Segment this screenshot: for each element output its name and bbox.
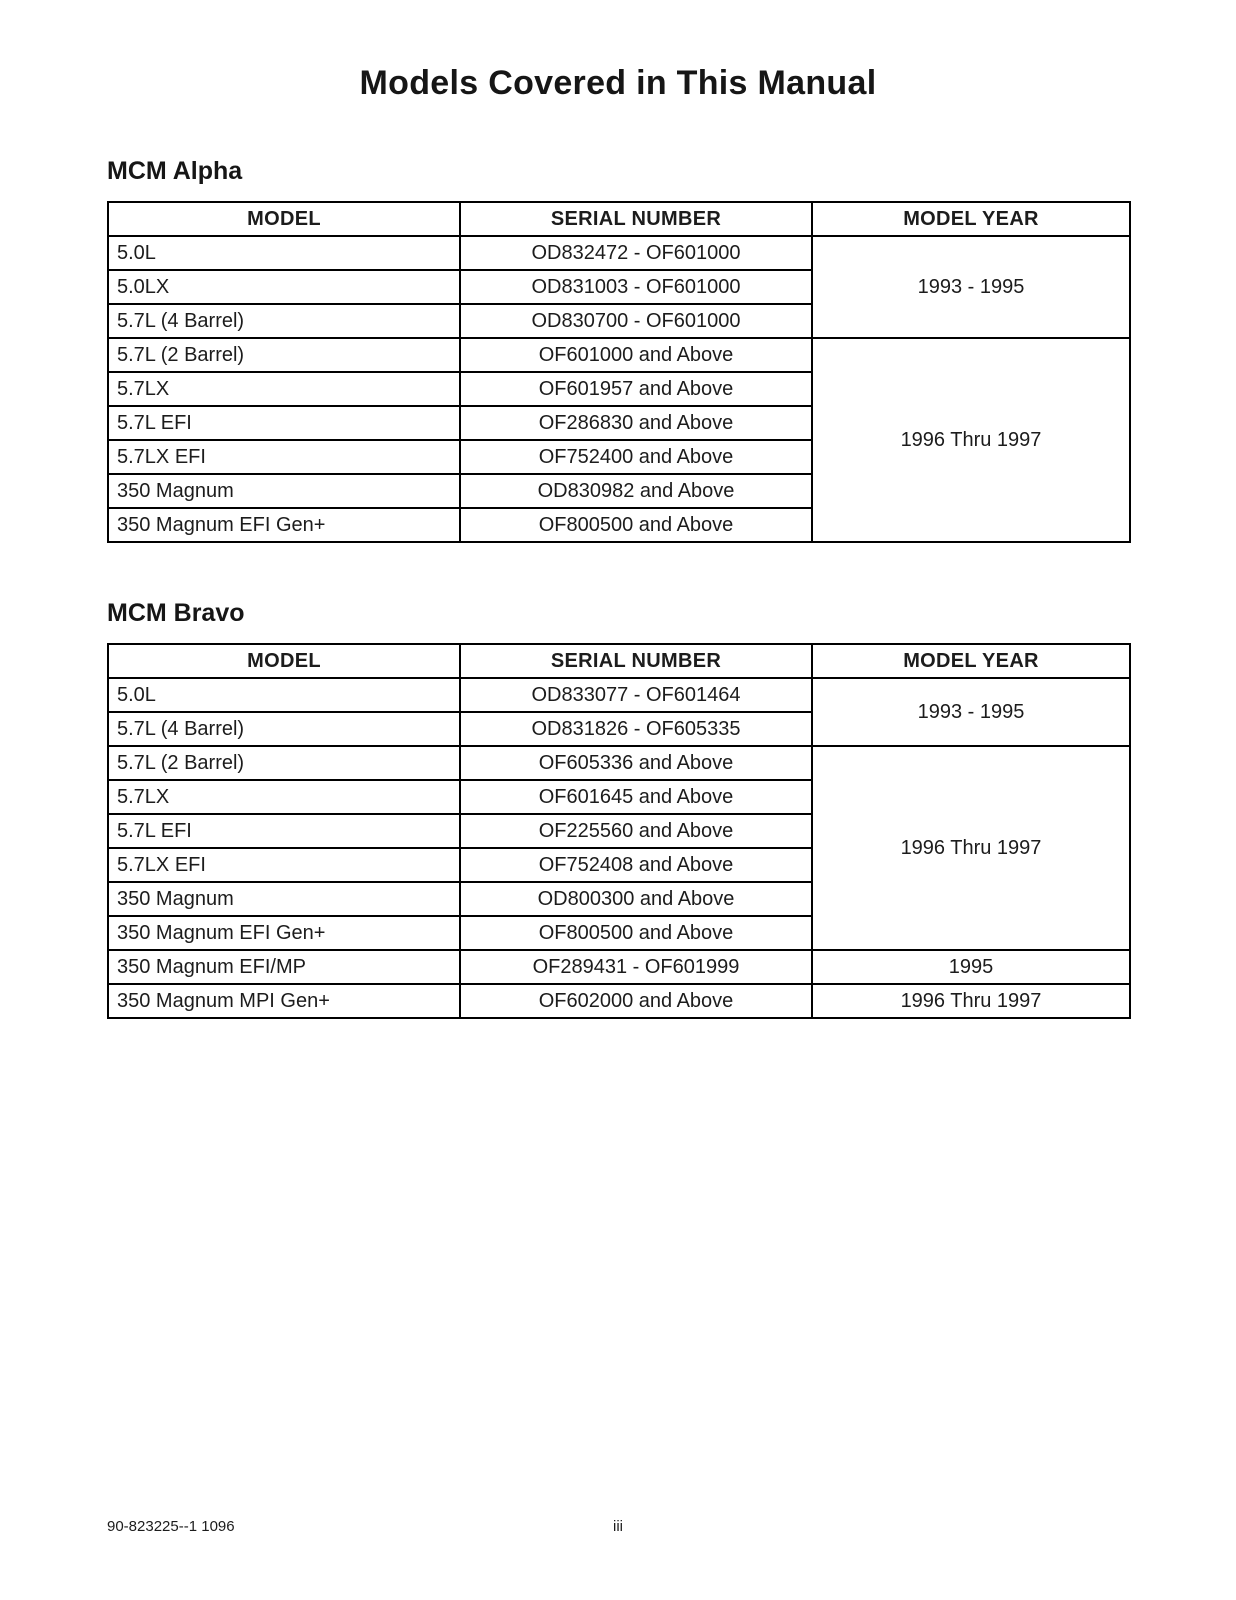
serial-cell: OD830982 and Above	[460, 474, 812, 508]
alpha-column-header-serial: SERIAL NUMBER	[460, 202, 812, 236]
year-group-cell: 1996 Thru 1997	[812, 746, 1130, 950]
year-group-cell: 1996 Thru 1997	[812, 984, 1130, 1018]
model-cell: 5.7L (2 Barrel)	[108, 746, 460, 780]
model-cell: 350 Magnum	[108, 474, 460, 508]
year-group-cell: 1996 Thru 1997	[812, 338, 1130, 542]
section-title-bravo: MCM Bravo	[107, 599, 245, 627]
bravo-column-header-year: MODEL YEAR	[812, 644, 1130, 678]
model-cell: 5.7LX EFI	[108, 440, 460, 474]
model-cell: 5.7L EFI	[108, 406, 460, 440]
serial-cell: OF225560 and Above	[460, 814, 812, 848]
table-row	[108, 678, 1130, 712]
serial-cell: OF601645 and Above	[460, 780, 812, 814]
serial-cell: OF286830 and Above	[460, 406, 812, 440]
model-cell: 5.7LX	[108, 780, 460, 814]
model-cell: 5.0L	[108, 678, 460, 712]
model-cell: 5.7LX	[108, 372, 460, 406]
footer-page-number: iii	[613, 1518, 623, 1535]
serial-cell: OD832472 - OF601000	[460, 236, 812, 270]
table-row	[108, 984, 1130, 1018]
serial-cell: OF605336 and Above	[460, 746, 812, 780]
section-title-alpha: MCM Alpha	[107, 157, 243, 185]
table-row	[108, 950, 1130, 984]
section-mcm-bravo	[107, 599, 1129, 1019]
section-mcm-alpha	[107, 157, 1129, 543]
serial-cell: OF800500 and Above	[460, 508, 812, 542]
alpha-models-table	[107, 201, 1131, 543]
serial-cell: OD831826 - OF605335	[460, 712, 812, 746]
model-cell: 5.7L (4 Barrel)	[108, 712, 460, 746]
bravo-column-header-model: MODEL	[108, 644, 460, 678]
model-cell: 5.7L (4 Barrel)	[108, 304, 460, 338]
model-cell: 350 Magnum EFI Gen+	[108, 916, 460, 950]
bravo-models-table	[107, 643, 1131, 1019]
table-row	[108, 746, 1130, 780]
alpha-column-header-year: MODEL YEAR	[812, 202, 1130, 236]
bravo-column-header-serial: SERIAL NUMBER	[460, 644, 812, 678]
model-cell: 350 Magnum	[108, 882, 460, 916]
serial-cell: OD833077 - OF601464	[460, 678, 812, 712]
serial-cell: OF800500 and Above	[460, 916, 812, 950]
bravo-header-row	[108, 644, 1130, 678]
model-cell: 350 Magnum MPI Gen+	[108, 984, 460, 1018]
serial-cell: OF752408 and Above	[460, 848, 812, 882]
serial-cell: OD800300 and Above	[460, 882, 812, 916]
footer-part-number: 90-823225--1 1096	[107, 1518, 235, 1535]
model-cell: 5.0L	[108, 236, 460, 270]
serial-cell: OF601957 and Above	[460, 372, 812, 406]
table-row	[108, 236, 1130, 270]
page-title: Models Covered in This Manual	[359, 64, 877, 102]
model-cell: 5.7LX EFI	[108, 848, 460, 882]
serial-cell: OF289431 - OF601999	[460, 950, 812, 984]
model-cell: 5.7L (2 Barrel)	[108, 338, 460, 372]
serial-cell: OF602000 and Above	[460, 984, 812, 1018]
model-cell: 5.7L EFI	[108, 814, 460, 848]
model-cell: 350 Magnum EFI Gen+	[108, 508, 460, 542]
table-row	[108, 338, 1130, 372]
serial-cell: OF752400 and Above	[460, 440, 812, 474]
serial-cell: OF601000 and Above	[460, 338, 812, 372]
year-group-cell: 1993 - 1995	[812, 236, 1130, 338]
year-group-cell: 1995	[812, 950, 1130, 984]
year-group-cell: 1993 - 1995	[812, 678, 1130, 746]
model-cell: 350 Magnum EFI/MP	[108, 950, 460, 984]
alpha-header-row	[108, 202, 1130, 236]
serial-cell: OD831003 - OF601000	[460, 270, 812, 304]
model-cell: 5.0LX	[108, 270, 460, 304]
alpha-column-header-model: MODEL	[108, 202, 460, 236]
serial-cell: OD830700 - OF601000	[460, 304, 812, 338]
